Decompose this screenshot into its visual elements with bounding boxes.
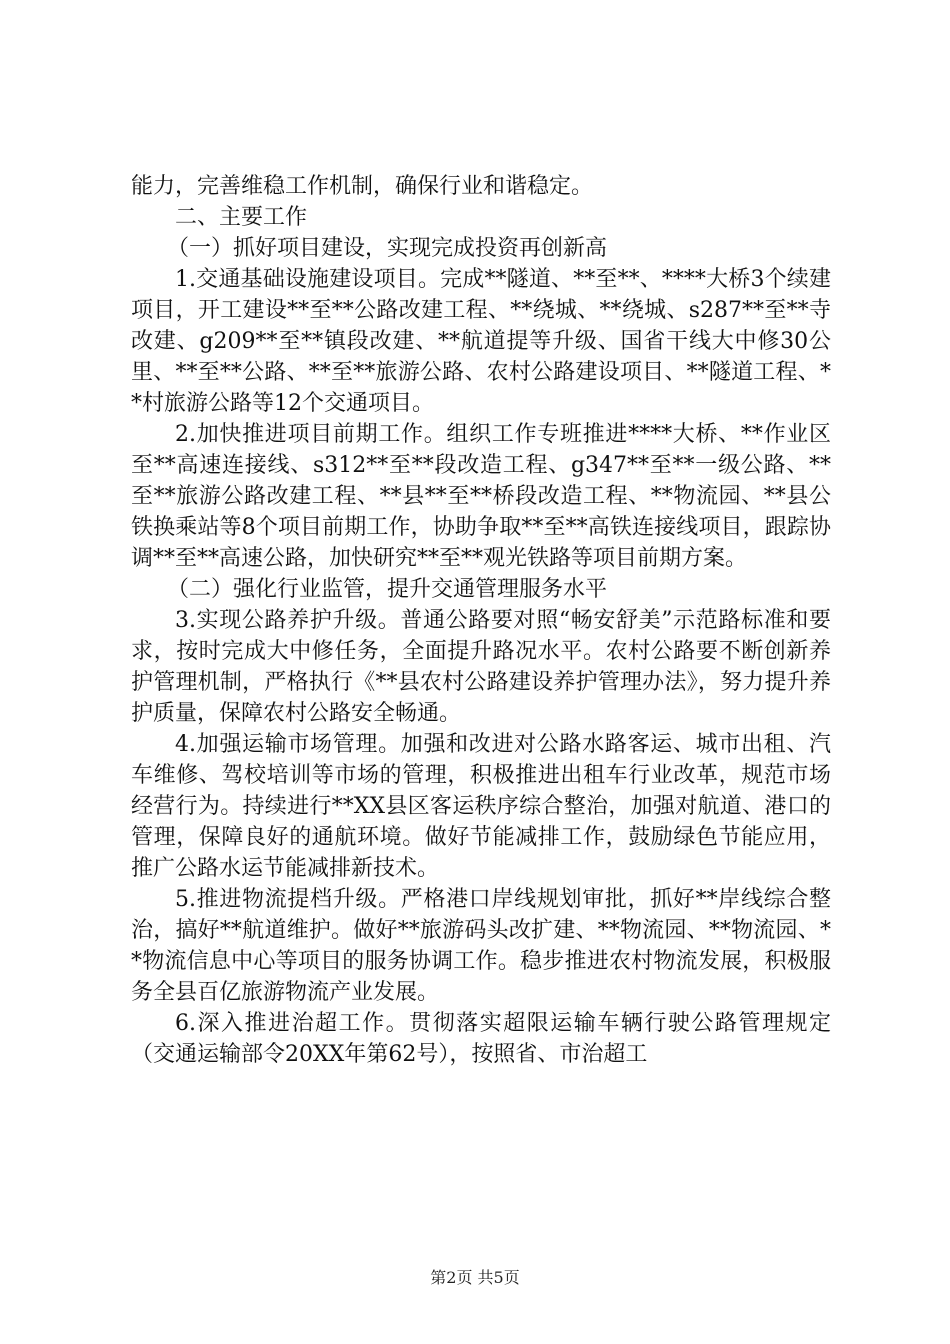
paragraph-0: 能力，完善维稳工作机制，确保行业和谐稳定。 bbox=[131, 174, 594, 199]
subsection-heading-2: （二）强化行业监管，提升交通管理服务水平 bbox=[167, 577, 608, 602]
paragraph-item-6: 6.深入推进治超工作。贯彻落实超限运输车辆行驶公路管理规定（交通运输部令20XX年第62号），按照省、市治超工 bbox=[131, 1011, 831, 1067]
paragraph-item-4: 4.加强运输市场管理。加强和改进对公路水路客运、城市出租、汽车维修、驾校培训等市场的管理，积极推进出租车行业改革，规范市场经营行为。持续进行**XX县区客运秩序综合整治，加强对航道、港口的管理，保障良好的通航环境。做好节能减排工作，鼓励绿色节能应用，推广公路水运节能减排新技术。 bbox=[131, 732, 831, 881]
subsection-heading-1: （一）抓好项目建设，实现完成投资再创新高 bbox=[167, 236, 608, 261]
page-footer: 第2页 共5页 bbox=[430, 1268, 520, 1287]
paragraph-item-1: 1.交通基础设施建设项目。完成**隧道、**至**、****大桥3个续建项目，开工建设**至**公路改建工程、**绕城、**绕城、s287**至**寺改建、g209**至**镇段改建、**航道提等升级、国省干线大中修30公里、**至**公路、**至**旅游公路、农村公路建设项目、**隧道工程、**村旅游公路等12个交通项目。 bbox=[131, 267, 831, 416]
paragraph-item-5: 5.推进物流提档升级。严格港口岸线规划审批，抓好**岸线综合整治，搞好**航道维护。做好**旅游码头改扩建、**物流园、**物流园、**物流信息中心等项目的服务协调工作。稳步推进农村物流发展，积极服务全县百亿旅游物流产业发展。 bbox=[131, 887, 831, 1005]
paragraph-item-3: 3.实现公路养护升级。普通公路要对照“畅安舒美”示范路标准和要求，按时完成大中修任务，全面提升路况水平。农村公路要不断创新养护管理机制，严格执行《**县农村公路建设养护管理办法》，努力提升养护质量，保障农村公路安全畅通。 bbox=[131, 608, 831, 726]
section-heading-main-work: 二、主要工作 bbox=[175, 205, 308, 230]
document-body bbox=[131, 171, 831, 1070]
paragraph-item-2: 2.加快推进项目前期工作。组织工作专班推进****大桥、**作业区至**高速连接线、s312**至**段改造工程、g347**至**一级公路、**至**旅游公路改建工程、**县**至**桥段改造工程、**物流园、**县公铁换乘站等8个项目前期工作，协助争取**至**高铁连接线项目，跟踪协调**至**高速公路，加快研究**至**观光铁路等项目前期方案。 bbox=[131, 422, 831, 571]
